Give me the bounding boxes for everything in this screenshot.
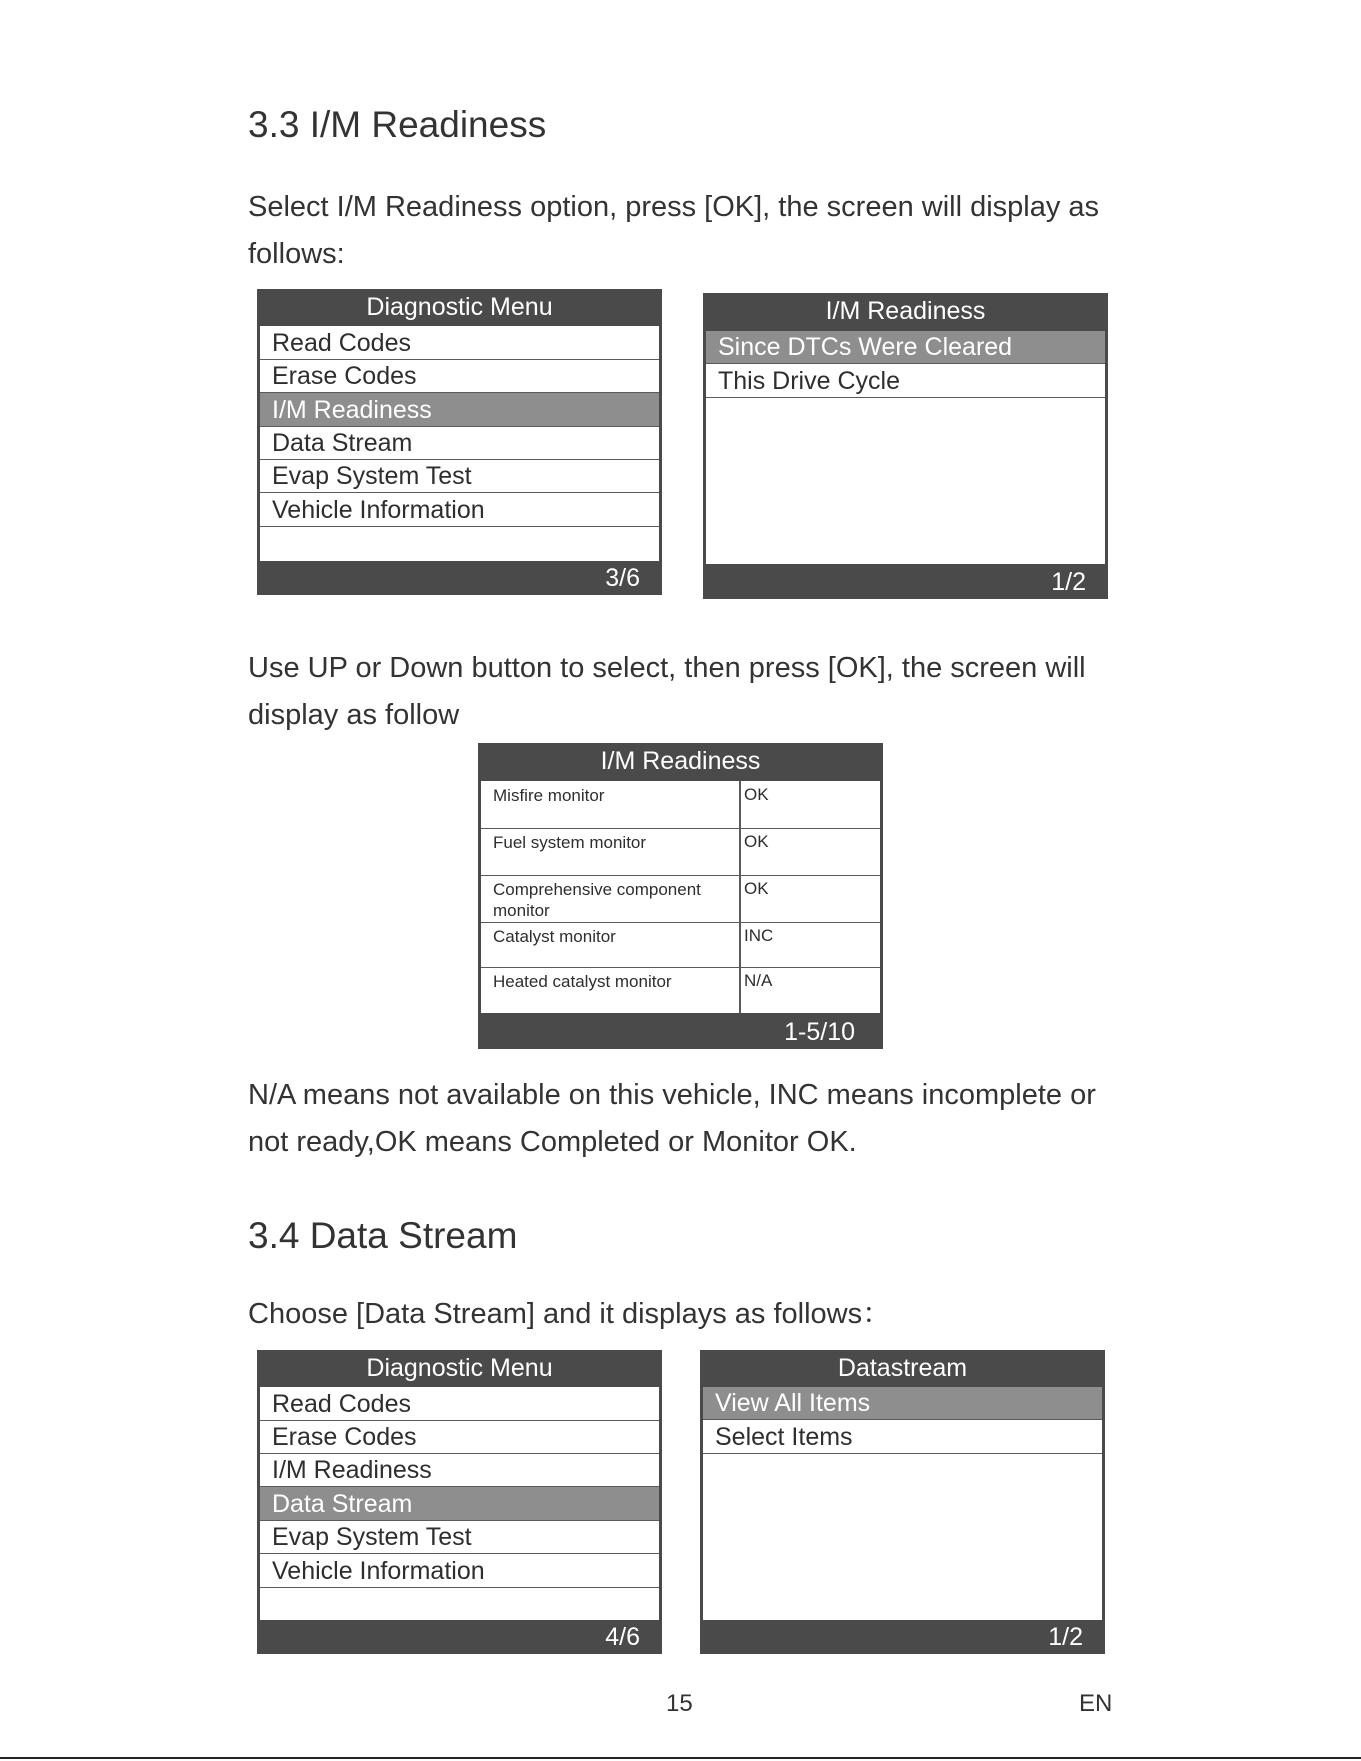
monitor-name: Comprehensive component monitor	[493, 880, 701, 920]
page-number: 15	[666, 1690, 693, 1717]
menu-item-read-codes[interactable]: Read Codes	[260, 326, 659, 360]
menu-item-im-readiness[interactable]: I/M Readiness	[260, 393, 659, 427]
option-since-dtcs-cleared[interactable]: Since DTCs Were Cleared	[706, 331, 1105, 364]
section-3-4-intro: Choose [Data Stream] and it displays as follows：	[248, 1298, 892, 1330]
page-indicator: 1-5/10	[784, 1018, 855, 1046]
monitor-name: Fuel system monitor	[493, 833, 647, 852]
section-heading-3-4: 3.4 Data Stream	[248, 1215, 518, 1256]
table-row	[481, 828, 880, 876]
monitor-status: N/A	[744, 971, 773, 990]
page-indicator: 4/6	[605, 1623, 640, 1651]
monitor-status: OK	[744, 879, 769, 898]
page-indicator: 1/2	[1051, 568, 1086, 596]
page-indicator: 3/6	[605, 564, 640, 592]
menu-item-evap-system-test[interactable]: Evap System Test	[260, 460, 659, 493]
option-list	[706, 331, 1105, 564]
option-list	[703, 1387, 1102, 1620]
monitor-status: OK	[744, 785, 769, 804]
menu-list	[260, 326, 659, 561]
menu-item-read-codes[interactable]: Read Codes	[260, 1387, 659, 1421]
screen-title: I/M Readiness	[600, 747, 761, 775]
menu-list	[260, 1387, 659, 1620]
table-row	[481, 922, 880, 968]
option-select-items[interactable]: Select Items	[703, 1420, 1102, 1454]
monitor-name: Heated catalyst monitor	[493, 972, 672, 991]
diagnostic-menu-screen-2	[257, 1350, 662, 1654]
section-heading-3-3: 3.3 I/M Readiness	[248, 104, 547, 145]
instruction-text: Use UP or Down button to select, then press [OK], the screen will display as follow	[248, 652, 1086, 731]
menu-item-vehicle-information[interactable]: Vehicle Information	[260, 1554, 659, 1588]
im-readiness-options-screen	[703, 293, 1108, 599]
option-view-all-items[interactable]: View All Items	[703, 1387, 1102, 1420]
option-this-drive-cycle[interactable]: This Drive Cycle	[706, 364, 1105, 398]
table-row	[481, 967, 880, 1013]
page-bottom-rule	[0, 1757, 1361, 1759]
screen-title: Diagnostic Menu	[366, 1354, 553, 1382]
screen-title: Datastream	[837, 1354, 968, 1382]
datastream-options-screen	[700, 1350, 1105, 1654]
status-legend-text: N/A means not available on this vehicle, INC means incomplete or not ready,OK means Completed or Monitor OK.	[248, 1079, 1096, 1158]
language-label: EN	[1079, 1690, 1113, 1717]
monitor-name: Catalyst monitor	[493, 927, 616, 946]
menu-item-data-stream[interactable]: Data Stream	[260, 1487, 659, 1521]
monitor-table	[481, 781, 880, 1013]
section-3-3-intro: Select I/M Readiness option, press [OK], the screen will display as follows:	[248, 191, 1100, 270]
monitor-status: INC	[744, 926, 774, 945]
page-indicator: 1/2	[1048, 1623, 1083, 1651]
diagnostic-menu-screen-1	[257, 289, 662, 595]
menu-item-erase-codes[interactable]: Erase Codes	[260, 360, 659, 393]
menu-item-data-stream[interactable]: Data Stream	[260, 427, 659, 460]
menu-item-vehicle-information[interactable]: Vehicle Information	[260, 493, 659, 527]
menu-item-im-readiness[interactable]: I/M Readiness	[260, 1454, 659, 1487]
im-readiness-results-screen	[478, 743, 883, 1049]
monitor-status: OK	[744, 832, 769, 851]
table-row	[481, 781, 880, 829]
menu-item-erase-codes[interactable]: Erase Codes	[260, 1421, 659, 1454]
screen-title: I/M Readiness	[825, 297, 986, 325]
table-row	[481, 875, 880, 923]
screen-title: Diagnostic Menu	[366, 293, 553, 321]
monitor-name: Misfire monitor	[493, 786, 605, 805]
menu-item-evap-system-test[interactable]: Evap System Test	[260, 1521, 659, 1554]
